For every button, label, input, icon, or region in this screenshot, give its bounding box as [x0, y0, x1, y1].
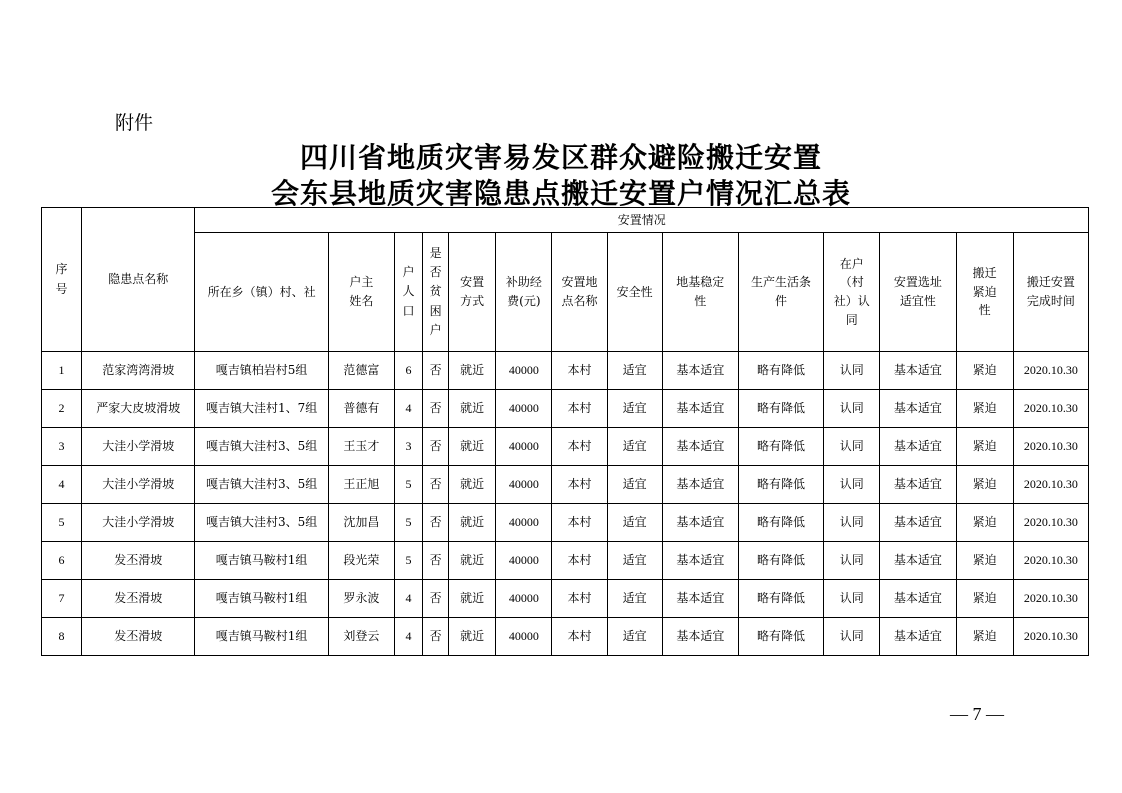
cell-completion: 2020.10.30 [1013, 504, 1088, 542]
cell-method: 就近 [449, 352, 496, 390]
cell-poor: 否 [423, 618, 449, 656]
cell-seq: 4 [42, 466, 82, 504]
cell-completion: 2020.10.30 [1013, 466, 1088, 504]
cell-household-size: 4 [394, 618, 422, 656]
cell-place: 本村 [552, 618, 607, 656]
cell-approval: 认同 [824, 504, 880, 542]
cell-poor: 否 [423, 542, 449, 580]
title-line-1: 四川省地质灾害易发区群众避险搬迁安置 [299, 141, 822, 174]
cell-foundation: 基本适宜 [662, 390, 738, 428]
cell-location: 嘎吉镇大洼村1、7组 [195, 390, 328, 428]
header-safety: 安全性 [607, 233, 662, 352]
cell-seq: 5 [42, 504, 82, 542]
cell-urgency: 紧迫 [956, 618, 1013, 656]
cell-site-name: 发丕滑坡 [82, 580, 195, 618]
cell-poor: 否 [423, 504, 449, 542]
cell-method: 就近 [449, 428, 496, 466]
cell-place: 本村 [552, 428, 607, 466]
cell-seq: 1 [42, 352, 82, 390]
cell-approval: 认同 [824, 390, 880, 428]
cell-household-size: 5 [394, 466, 422, 504]
cell-householder: 沈加昌 [328, 504, 394, 542]
cell-poor: 否 [423, 580, 449, 618]
cell-living: 略有降低 [738, 504, 823, 542]
cell-seq: 3 [42, 428, 82, 466]
cell-site-name: 严家大皮坡滑坡 [82, 390, 195, 428]
cell-completion: 2020.10.30 [1013, 542, 1088, 580]
cell-suitability: 基本适宜 [880, 542, 956, 580]
cell-place: 本村 [552, 466, 607, 504]
cell-householder: 刘登云 [328, 618, 394, 656]
cell-place: 本村 [552, 352, 607, 390]
cell-foundation: 基本适宜 [662, 428, 738, 466]
title-line-2: 会东县地质灾害隐患点搬迁安置户情况汇总表 [270, 177, 851, 210]
cell-living: 略有降低 [738, 466, 823, 504]
cell-completion: 2020.10.30 [1013, 390, 1088, 428]
header-placement-group: 安置情况 [195, 208, 1089, 233]
cell-householder: 段光荣 [328, 542, 394, 580]
cell-household-size: 5 [394, 542, 422, 580]
cell-safety: 适宜 [607, 542, 662, 580]
cell-approval: 认同 [824, 542, 880, 580]
header-completion: 搬迁安置完成时间 [1013, 233, 1088, 352]
header-living: 生产生活条件 [738, 233, 823, 352]
table-row [42, 504, 1089, 542]
table-row [42, 352, 1089, 390]
table-row [42, 542, 1089, 580]
header-site-name: 隐患点名称 [82, 208, 195, 352]
cell-location: 嘎吉镇马鞍村1组 [195, 580, 328, 618]
cell-urgency: 紧迫 [956, 542, 1013, 580]
cell-location: 嘎吉镇马鞍村1组 [195, 618, 328, 656]
cell-living: 略有降低 [738, 618, 823, 656]
table-row [42, 466, 1089, 504]
cell-subsidy: 40000 [496, 466, 552, 504]
cell-urgency: 紧迫 [956, 466, 1013, 504]
cell-location: 嘎吉镇大洼村3、5组 [195, 428, 328, 466]
cell-safety: 适宜 [607, 580, 662, 618]
cell-safety: 适宜 [607, 466, 662, 504]
cell-householder: 普德有 [328, 390, 394, 428]
table-row [42, 580, 1089, 618]
cell-householder: 王正旭 [328, 466, 394, 504]
header-householder: 户主姓名 [328, 233, 394, 352]
cell-urgency: 紧迫 [956, 504, 1013, 542]
table-row [42, 618, 1089, 656]
cell-location: 嘎吉镇马鞍村1组 [195, 542, 328, 580]
cell-approval: 认同 [824, 466, 880, 504]
cell-subsidy: 40000 [496, 390, 552, 428]
cell-suitability: 基本适宜 [880, 352, 956, 390]
attachment-label: 附件 [115, 112, 154, 134]
cell-subsidy: 40000 [496, 580, 552, 618]
cell-method: 就近 [449, 504, 496, 542]
cell-site-name: 发丕滑坡 [82, 542, 195, 580]
cell-method: 就近 [449, 542, 496, 580]
cell-place: 本村 [552, 390, 607, 428]
cell-poor: 否 [423, 466, 449, 504]
cell-householder: 罗永波 [328, 580, 394, 618]
cell-living: 略有降低 [738, 352, 823, 390]
header-seq: 序号 [42, 208, 82, 352]
cell-location: 嘎吉镇大洼村3、5组 [195, 504, 328, 542]
cell-completion: 2020.10.30 [1013, 352, 1088, 390]
cell-householder: 王玉才 [328, 428, 394, 466]
cell-seq: 2 [42, 390, 82, 428]
cell-suitability: 基本适宜 [880, 466, 956, 504]
cell-site-name: 范家湾湾滑坡 [82, 352, 195, 390]
cell-suitability: 基本适宜 [880, 390, 956, 428]
cell-seq: 6 [42, 542, 82, 580]
cell-household-size: 6 [394, 352, 422, 390]
summary-table [41, 207, 1089, 656]
cell-foundation: 基本适宜 [662, 542, 738, 580]
cell-subsidy: 40000 [496, 542, 552, 580]
header-urgency: 搬迁紧迫性 [956, 233, 1013, 352]
cell-safety: 适宜 [607, 390, 662, 428]
header-subsidy: 补助经费(元) [496, 233, 552, 352]
cell-location: 嘎吉镇大洼村3、5组 [195, 466, 328, 504]
cell-approval: 认同 [824, 428, 880, 466]
cell-approval: 认同 [824, 618, 880, 656]
cell-subsidy: 40000 [496, 428, 552, 466]
table-row [42, 428, 1089, 466]
header-approval: 在户（村社）认同 [824, 233, 880, 352]
cell-subsidy: 40000 [496, 618, 552, 656]
cell-method: 就近 [449, 466, 496, 504]
cell-place: 本村 [552, 504, 607, 542]
cell-household-size: 4 [394, 580, 422, 618]
cell-safety: 适宜 [607, 352, 662, 390]
header-place: 安置地点名称 [552, 233, 607, 352]
cell-approval: 认同 [824, 352, 880, 390]
cell-site-name: 大洼小学滑坡 [82, 428, 195, 466]
cell-safety: 适宜 [607, 504, 662, 542]
cell-living: 略有降低 [738, 390, 823, 428]
cell-living: 略有降低 [738, 580, 823, 618]
cell-suitability: 基本适宜 [880, 504, 956, 542]
cell-site-name: 大洼小学滑坡 [82, 466, 195, 504]
cell-poor: 否 [423, 390, 449, 428]
cell-urgency: 紧迫 [956, 352, 1013, 390]
cell-urgency: 紧迫 [956, 390, 1013, 428]
cell-household-size: 3 [394, 428, 422, 466]
header-foundation: 地基稳定性 [662, 233, 738, 352]
cell-seq: 7 [42, 580, 82, 618]
cell-method: 就近 [449, 618, 496, 656]
cell-method: 就近 [449, 390, 496, 428]
cell-suitability: 基本适宜 [880, 618, 956, 656]
cell-place: 本村 [552, 542, 607, 580]
cell-living: 略有降低 [738, 542, 823, 580]
cell-subsidy: 40000 [496, 352, 552, 390]
cell-living: 略有降低 [738, 428, 823, 466]
header-household-size: 户人口 [394, 233, 422, 352]
cell-foundation: 基本适宜 [662, 466, 738, 504]
cell-completion: 2020.10.30 [1013, 428, 1088, 466]
cell-urgency: 紧迫 [956, 580, 1013, 618]
cell-household-size: 4 [394, 390, 422, 428]
header-location: 所在乡（镇）村、社 [195, 233, 328, 352]
cell-completion: 2020.10.30 [1013, 618, 1088, 656]
cell-household-size: 5 [394, 504, 422, 542]
page-number: — 7 — [950, 704, 1004, 724]
cell-site-name: 发丕滑坡 [82, 618, 195, 656]
cell-poor: 否 [423, 428, 449, 466]
cell-foundation: 基本适宜 [662, 580, 738, 618]
cell-location: 嘎吉镇柏岩村5组 [195, 352, 328, 390]
cell-method: 就近 [449, 580, 496, 618]
cell-completion: 2020.10.30 [1013, 580, 1088, 618]
table-row [42, 390, 1089, 428]
cell-householder: 范德富 [328, 352, 394, 390]
cell-foundation: 基本适宜 [662, 618, 738, 656]
cell-urgency: 紧迫 [956, 428, 1013, 466]
cell-place: 本村 [552, 580, 607, 618]
cell-safety: 适宜 [607, 428, 662, 466]
cell-approval: 认同 [824, 580, 880, 618]
cell-suitability: 基本适宜 [880, 428, 956, 466]
cell-foundation: 基本适宜 [662, 352, 738, 390]
cell-subsidy: 40000 [496, 504, 552, 542]
cell-poor: 否 [423, 352, 449, 390]
cell-foundation: 基本适宜 [662, 504, 738, 542]
cell-safety: 适宜 [607, 618, 662, 656]
cell-site-name: 大洼小学滑坡 [82, 504, 195, 542]
header-method: 安置方式 [449, 233, 496, 352]
cell-seq: 8 [42, 618, 82, 656]
header-poor: 是否贫困户 [423, 233, 449, 352]
cell-suitability: 基本适宜 [880, 580, 956, 618]
header-suitability: 安置选址适宜性 [880, 233, 956, 352]
